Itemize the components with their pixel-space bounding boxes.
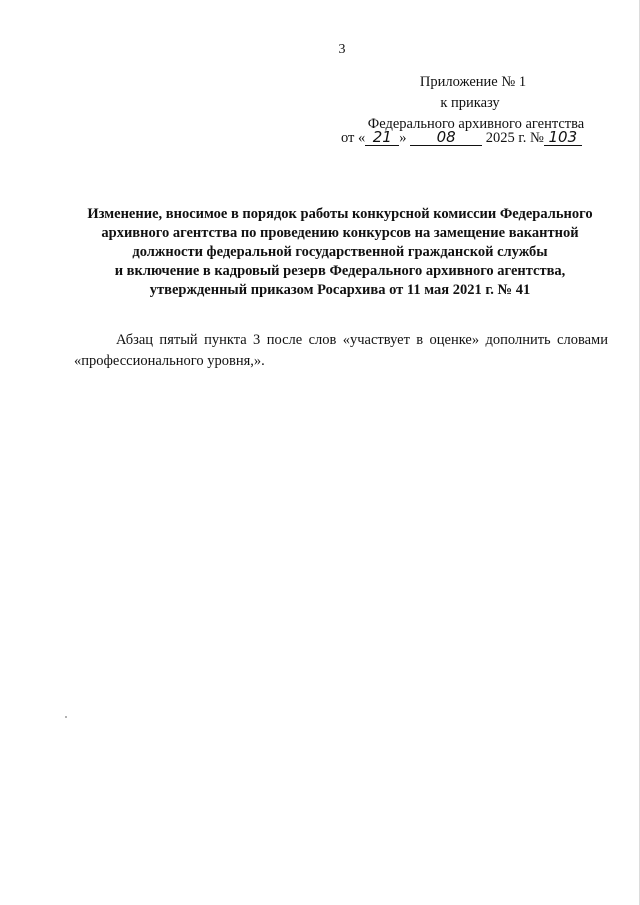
number-sign: №: [529, 130, 544, 146]
title-line: утвержденный приказом Росархива от 11 мая 2021 г. № 41: [149, 282, 531, 298]
title-line: Изменение, вносимое в порядок работы конкурсной комиссии Федерального: [87, 206, 593, 222]
date-mid: »: [399, 130, 407, 146]
attachment-title: Приложение № 1: [419, 74, 527, 90]
attachment-order-ref: к приказу: [440, 95, 500, 111]
handwritten-order-number: 103: [544, 129, 582, 146]
document-title: [70, 205, 610, 300]
page-number: 3: [338, 42, 346, 57]
date-year: 2025 г.: [485, 130, 527, 146]
title-line: архивного агентства по проведению конкурсов на замещение вакантной: [101, 225, 579, 241]
date-prefix: от «: [341, 130, 366, 146]
title-line: должности федеральной государственной гражданской службы: [132, 244, 548, 260]
order-date-line: [341, 129, 582, 147]
handwritten-month: 08: [410, 129, 482, 146]
attachment-agency: Федерального архивного агентства: [367, 116, 585, 132]
title-line: и включение в кадровый резерв Федерального архивного агентства,: [114, 263, 566, 279]
attachment-header: [330, 72, 610, 135]
amendment-paragraph: [74, 330, 608, 372]
handwritten-day: 21: [365, 129, 399, 146]
paragraph-line: Абзац пятый пункта 3 после слов «участвует в оценке» дополнить словами: [116, 332, 608, 348]
paragraph-line: «профессионального уровня,».: [74, 353, 265, 369]
scan-speck: [65, 716, 67, 718]
